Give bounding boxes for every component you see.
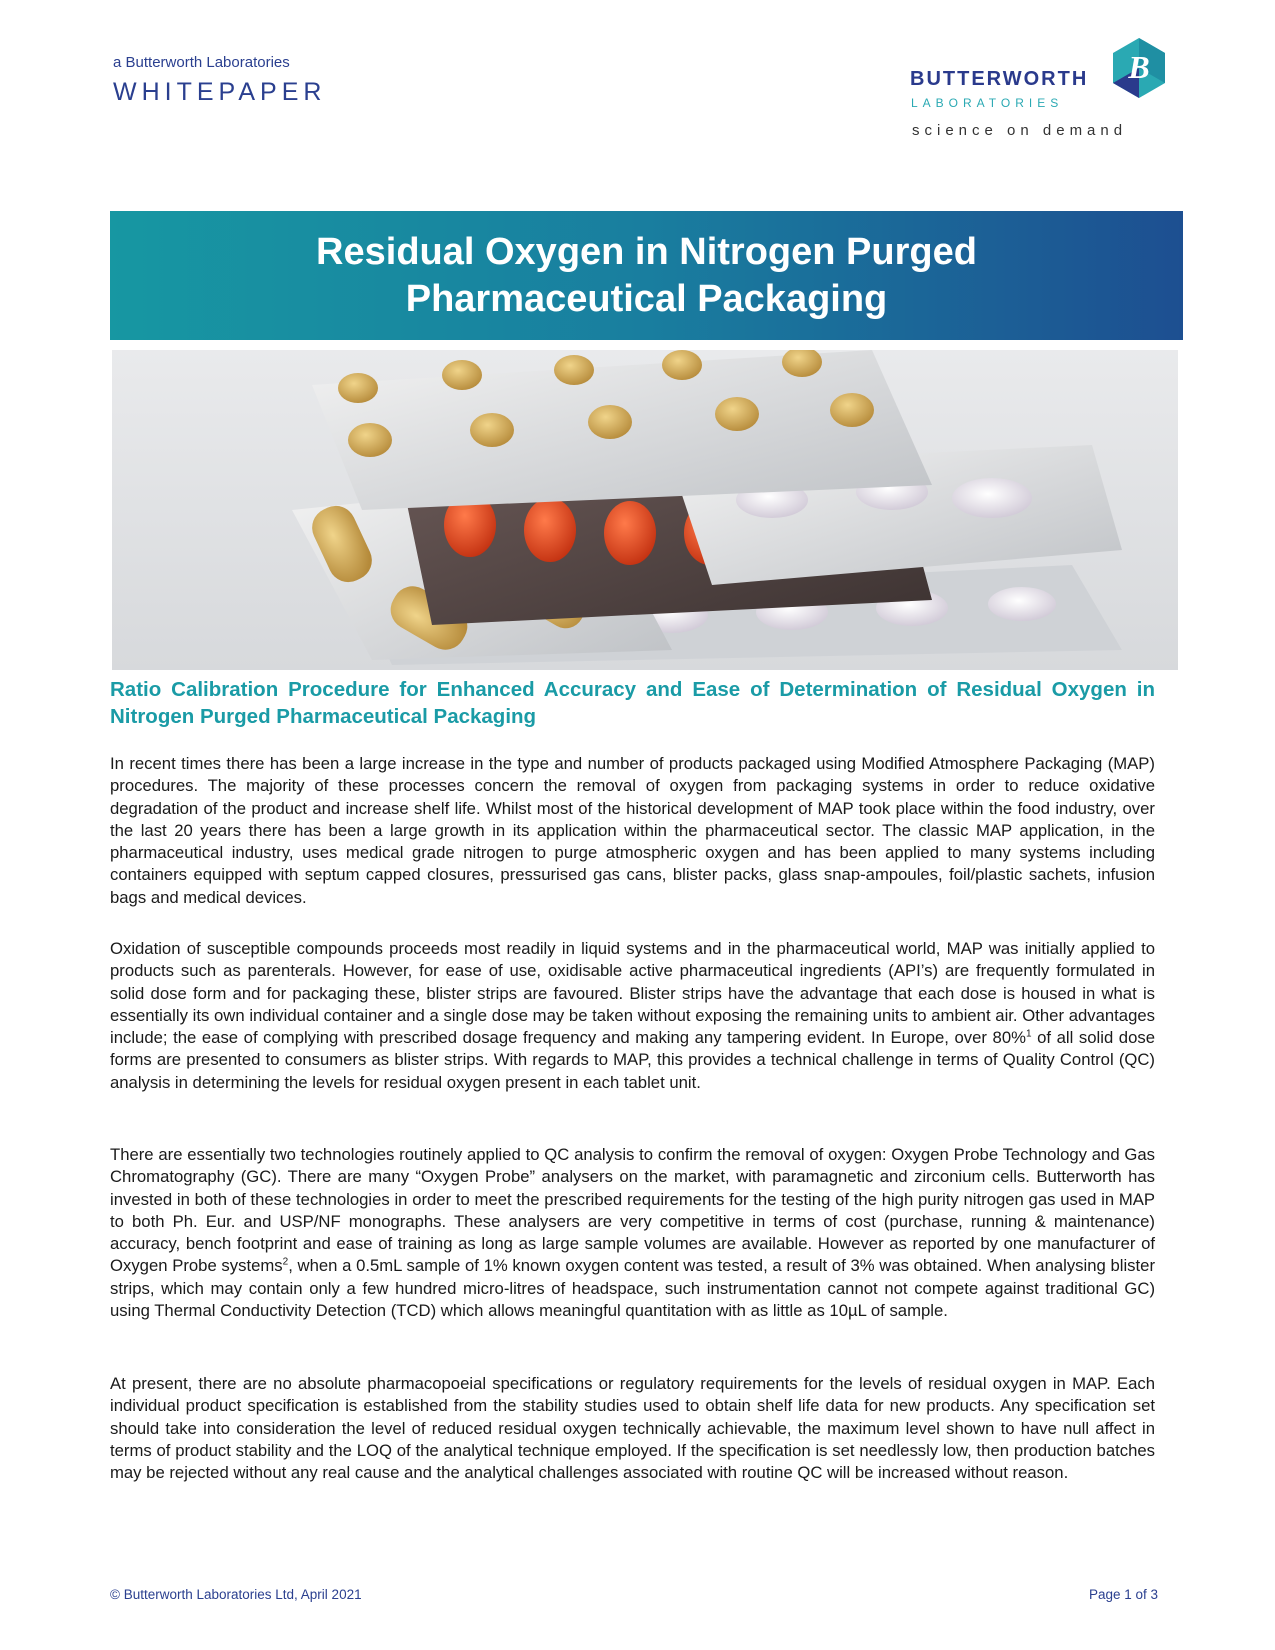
paragraph-3-text-a: There are essentially two technologies routinely applied to QC analysis to confirm the removal of oxygen: Oxygen Probe Technology and Gas Chromatography (GC). There are many “Oxygen Probe” analysers on the market, with paramagnetic and zirconium cells. Butterworth has invested in both of these technologies in order to meet the prescribed requirements for the testing of the high purity nitrogen gas used in MAP to both Ph. Eur. and USP/NF monographs. These analysers are very competitive in terms of cost (purchase, running & maintenance) accuracy, bench footprint and ease of training as long as large sample volumes are available. However as reported by one manufacturer of Oxygen Probe systems: [110, 1145, 1155, 1276]
paragraph-1: In recent times there has been a large increase in the type and number of products packaged using Modified Atmosphere Packaging (MAP) procedures. The majority of these processes concern the removal of oxygen from packaging systems in order to reduce oxidative degradation of the product and increase shelf life. Whilst most of the historical development of MAP took place within the food industry, over the last 20 years there has been a large growth in its application within the pharmaceutical sector. The classic MAP application, in the pharmaceutical industry, uses medical grade nitrogen to purge atmospheric oxygen and has been applied to many systems including containers equipped with septum capped closures, pressurised gas cans, blister packs, glass snap-ampoules, foil/plastic sachets, infusion bags and medical devices.: [110, 754, 1155, 907]
section-heading: Ratio Calibration Procedure for Enhanced Accuracy and Ease of Determination of Residual Oxygen in Nitrogen Purged Pharmaceutical Packaging: [110, 678, 1155, 728]
hexagon-b-logo-icon: [1110, 36, 1168, 100]
paragraph-3-text-b: , when a 0.5mL sample of 1% known oxygen content was tested, a result of 3% was obtained. When analysing blister strips, which may contain only a few hundred micro-litres of headspace, such instrumentation cannot not compete against traditional GC) using Thermal Conductivity Detection (TCD) which allows meaningful quantitation with as little as 10µL of sample.: [110, 1256, 1155, 1321]
title-banner: [110, 211, 1183, 340]
footer-page-number: Page 1 of 3: [1088, 1587, 1158, 1602]
paragraph-3: [110, 1144, 1155, 1322]
page-title-line-2: Pharmaceutical Packaging: [405, 277, 888, 320]
footnote-ref-1: 1: [1025, 1028, 1032, 1040]
paragraph-2-text-b: of all solid dose forms are presented to consumers as blister strips. With regards to MAP, this provides a technical challenge in terms of Quality Control (QC) analysis in determining the levels for residual oxygen present in each tablet unit.: [110, 1028, 1155, 1092]
logo-name: BUTTERWORTH: [910, 68, 1089, 90]
paragraph-4: At present, there are no absolute pharmacopoeial specifications or regulatory requirements for the levels of residual oxygen in MAP. Each individual product specification is established from the stability studies used to obtain shelf life data for new products. Any specification set should take into consideration the level of reduced residual oxygen technically achievable, the maximum level shown to have null affect in terms of product stability and the LOQ of the analytical technique employed. If the specification is set needlessly low, then production batches may be rejected without any real cause and the analytical challenges associated with routine QC will be increased without reason.: [110, 1374, 1155, 1483]
paragraph-2: [110, 938, 1155, 1094]
butterworth-logo: [900, 36, 1180, 146]
logo-mark-letter: B: [1128, 49, 1150, 85]
page-title-line-1: Residual Oxygen in Nitrogen Purged: [316, 230, 977, 273]
whitepaper-label: WHITEPAPER: [113, 78, 327, 106]
paragraph-2-text-a: Oxidation of susceptible compounds proceeds most readily in liquid systems and in the pharmaceutical world, MAP was initially applied to products such as parenterals. However, for ease of use, oxidisable active pharmaceutical ingredients (API’s) are frequently formulated in solid dose form and for packaging these, blister strips are favoured. Blister strips have the advantage that each dose is housed in what is essentially its own individual container and a single dose may be taken without exposing the remaining units to ambient air. Other advantages include; the ease of complying with prescribed dosage frequency and making any tampering evident. In Europe, over 80%: [110, 939, 1155, 1048]
logo-subtitle: LABORATORIES: [911, 96, 1064, 110]
footnote-ref-2: 2: [282, 1256, 289, 1268]
footer-copyright: © Butterworth Laboratories Ltd, April 2021: [110, 1587, 362, 1602]
blister-packs-photo: [112, 350, 1178, 670]
whitepaper-tagline: a Butterworth Laboratories: [113, 54, 290, 71]
logo-tagline: science on demand: [912, 122, 1128, 139]
